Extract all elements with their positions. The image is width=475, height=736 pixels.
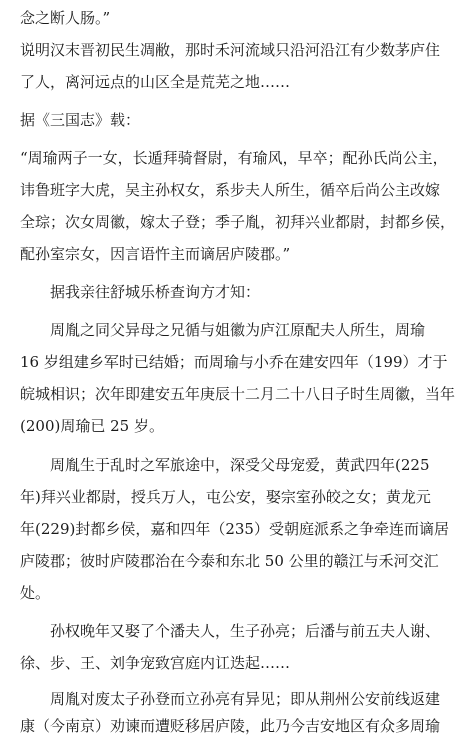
text-line: 周胤生于乱时之军旅途中，深受父母宠爱，黄武四年(225	[50, 456, 430, 474]
text-line: 康（今南京）劝谏而遭贬移居庐陵，此乃今吉安地区有众多周瑜	[20, 717, 441, 735]
text-line: 庐陵郡；彼时庐陵郡治在今泰和东北 50 公里的赣江与禾河交汇	[20, 552, 439, 570]
text-line: 念之断人肠。”	[20, 9, 111, 27]
text-line: 讳鲁班字大虎，吴主孙权女，系步夫人所生，循卒后尚公主改嫁	[20, 181, 441, 199]
text-line: 16 岁组建乡军时已结婚；而周瑜与小乔在建安四年（199）才于	[20, 353, 448, 371]
text-line: 全琮；次女周徽，嫁太子登；季子胤，初拜兴业都尉，封都乡侯，	[20, 213, 456, 231]
text-line: 周胤对废太子孙登而立孙亮有异见；即从荆州公安前线返建	[50, 690, 441, 708]
text-line: “周瑜两子一女，长遁拜骑督尉，有瑜风，早卒；配孙氏尚公主，	[20, 149, 448, 167]
text-line: (200)周瑜已 25 岁。	[20, 417, 164, 435]
text-line: 周胤之同父异母之兄循与姐徽为庐江原配夫人所生，周瑜	[50, 321, 426, 339]
text-line: 孙权晚年又娶了个潘夫人，生子孙亮；后潘与前五夫人谢、	[50, 622, 441, 640]
text-line: 据我亲往舒城乐桥查询方才知：	[50, 283, 261, 301]
text-line: 皖城相识；次年即建安五年庚辰十二月二十八日子时生周徽，当年	[20, 385, 456, 403]
text-line: 处。	[20, 584, 51, 602]
text-line: 配孙室宗女，因言语忤主而谪居庐陵郡。”	[20, 245, 291, 263]
text-line: 了人，离河远点的山区全是荒芜之地……	[20, 73, 291, 91]
text-line: 徐、步、王、刘争宠致宫庭内讧迭起……	[20, 654, 291, 672]
text-line: 据《三国志》载：	[20, 111, 141, 129]
text-line: 说明汉末晋初民生凋敝，那时禾河流域只沿河沿江有少数茅庐住	[20, 41, 441, 59]
text-line: 年)拜兴业都尉，授兵万人，屯公安，娶宗室孙皎之女；黄龙元	[20, 488, 431, 506]
text-line: 年(229)封都乡侯，嘉和四年（235）受朝庭派系之争牵连而谪居	[20, 520, 449, 538]
